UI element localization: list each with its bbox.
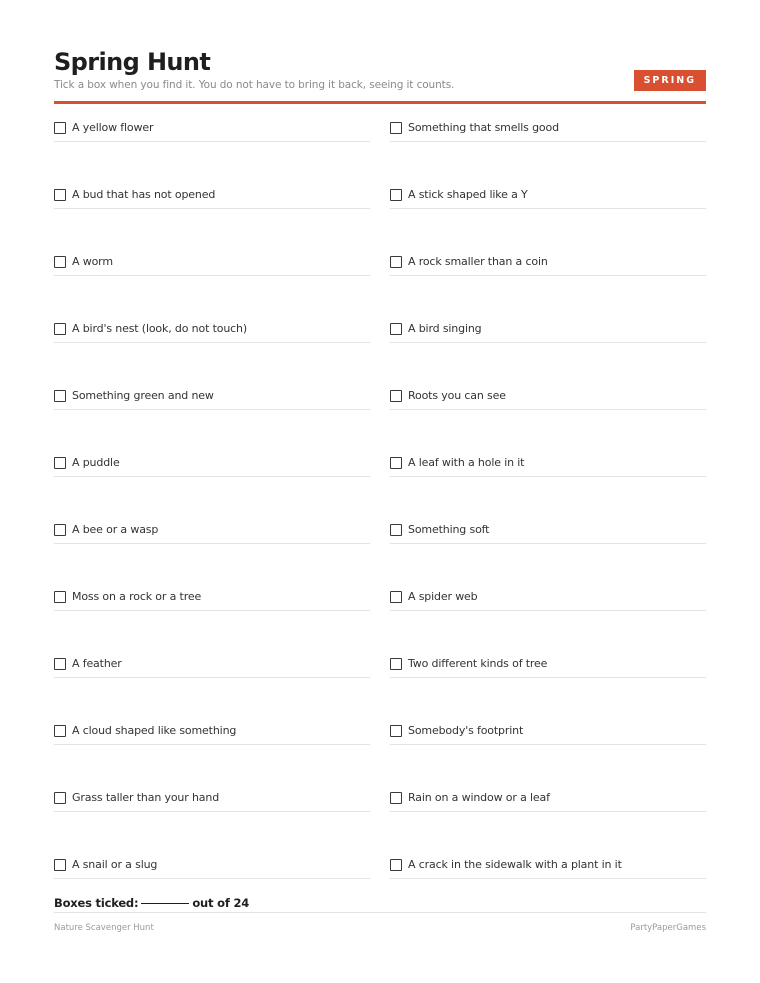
tally-suffix: out of 24 (192, 896, 250, 910)
checklist-grid (54, 116, 706, 920)
checklist-item-label: A bird's nest (look, do not touch) (72, 322, 248, 335)
checkbox[interactable] (390, 792, 402, 804)
checklist-item-label: A bee or a wasp (72, 523, 159, 536)
checklist-item-label: A bird singing (408, 322, 482, 335)
item-divider (54, 878, 370, 879)
page-header-area (54, 46, 706, 98)
checklist-item-label: A stick shaped like a Y (408, 188, 528, 201)
checkbox[interactable] (54, 859, 66, 871)
header-divider (54, 101, 706, 104)
checklist-item-label: A worm (72, 255, 113, 268)
checkbox[interactable] (54, 658, 66, 670)
checkbox[interactable] (54, 323, 66, 335)
checklist-item-label: Something soft (408, 523, 490, 536)
checklist-item-label: Roots you can see (408, 389, 506, 402)
checklist-item (390, 652, 706, 719)
checklist-item (390, 585, 706, 652)
tally-prefix: Boxes ticked: (54, 896, 139, 910)
footer-divider (54, 912, 706, 913)
item-divider (390, 141, 706, 142)
checkbox[interactable] (390, 390, 402, 402)
item-divider (54, 476, 370, 477)
item-divider (390, 543, 706, 544)
checklist-item (54, 518, 370, 585)
checkbox[interactable] (54, 792, 66, 804)
item-divider (54, 342, 370, 343)
footer-brand: PartyPaperGames (630, 923, 706, 933)
checklist-item (390, 317, 706, 384)
item-divider (390, 208, 706, 209)
checklist-item-label: Two different kinds of tree (408, 657, 548, 670)
checkbox[interactable] (390, 122, 402, 134)
checklist-item-label: Something green and new (72, 389, 214, 402)
checklist-item (390, 719, 706, 786)
checklist-item (54, 786, 370, 853)
item-divider (390, 275, 706, 276)
item-divider (390, 476, 706, 477)
checklist-item-label: A feather (72, 657, 122, 670)
item-divider (390, 677, 706, 678)
item-divider (390, 744, 706, 745)
checklist-item (54, 317, 370, 384)
checklist-item-label: Somebody's footprint (408, 724, 524, 737)
checklist-item-label: Rain on a window or a leaf (408, 791, 550, 804)
tally-blank[interactable] (141, 903, 189, 904)
checkbox[interactable] (390, 524, 402, 536)
checklist-item (390, 183, 706, 250)
checklist-item-label: A puddle (72, 456, 120, 469)
checkbox[interactable] (390, 189, 402, 201)
tally-line (54, 896, 249, 911)
page-title: Spring Hunt (54, 48, 211, 76)
checkbox[interactable] (54, 122, 66, 134)
checklist-item-label: A bud that has not opened (72, 188, 216, 201)
checklist-item-label: A cloud shaped like something (72, 724, 237, 737)
item-divider (54, 141, 370, 142)
checkbox[interactable] (390, 725, 402, 737)
checkbox[interactable] (390, 256, 402, 268)
checklist-item (54, 719, 370, 786)
item-divider (390, 811, 706, 812)
item-divider (390, 409, 706, 410)
checklist-item (54, 451, 370, 518)
item-divider (54, 409, 370, 410)
footer-title: Nature Scavenger Hunt (54, 923, 154, 933)
checklist-item (390, 250, 706, 317)
header (54, 46, 706, 98)
checklist-item-label: Moss on a rock or a tree (72, 590, 202, 603)
checkbox[interactable] (390, 658, 402, 670)
checklist-item-label: A crack in the sidewalk with a plant in it (408, 858, 622, 871)
checklist-item (54, 652, 370, 719)
checkbox[interactable] (390, 859, 402, 871)
item-divider (54, 744, 370, 745)
item-divider (54, 610, 370, 611)
checkbox[interactable] (390, 591, 402, 603)
item-divider (54, 208, 370, 209)
checkbox[interactable] (390, 457, 402, 469)
checklist-item-label: Something that smells good (408, 121, 559, 134)
item-divider (54, 811, 370, 812)
checklist-item-label: A leaf with a hole in it (408, 456, 525, 469)
checklist-item (390, 786, 706, 853)
checkbox[interactable] (54, 591, 66, 603)
checkbox[interactable] (390, 323, 402, 335)
item-divider (54, 275, 370, 276)
checklist-item (54, 250, 370, 317)
checklist-item (54, 585, 370, 652)
checklist-item-label: A rock smaller than a coin (408, 255, 548, 268)
checklist-item (390, 853, 706, 920)
checklist-item-label: A spider web (408, 590, 478, 603)
item-divider (390, 610, 706, 611)
checkbox[interactable] (54, 457, 66, 469)
item-divider (390, 342, 706, 343)
checkbox[interactable] (54, 256, 66, 268)
checklist-item (54, 116, 370, 183)
checkbox[interactable] (54, 390, 66, 402)
season-badge: SPRING (634, 70, 706, 91)
item-divider (54, 677, 370, 678)
item-divider (54, 543, 370, 544)
checkbox[interactable] (54, 189, 66, 201)
checklist-item-label: A snail or a slug (72, 858, 158, 871)
checklist-item (390, 518, 706, 585)
checkbox[interactable] (54, 524, 66, 536)
checklist-item-label: Grass taller than your hand (72, 791, 220, 804)
page-subtitle: Tick a box when you find it. You do not have to bring it back, seeing it counts. (54, 79, 455, 91)
checklist-item-label: A yellow flower (72, 121, 154, 134)
checklist-item (54, 183, 370, 250)
checklist-item (390, 384, 706, 451)
checklist-item (54, 384, 370, 451)
item-divider (390, 878, 706, 879)
checklist-item (390, 116, 706, 183)
checklist-item (390, 451, 706, 518)
checkbox[interactable] (54, 725, 66, 737)
